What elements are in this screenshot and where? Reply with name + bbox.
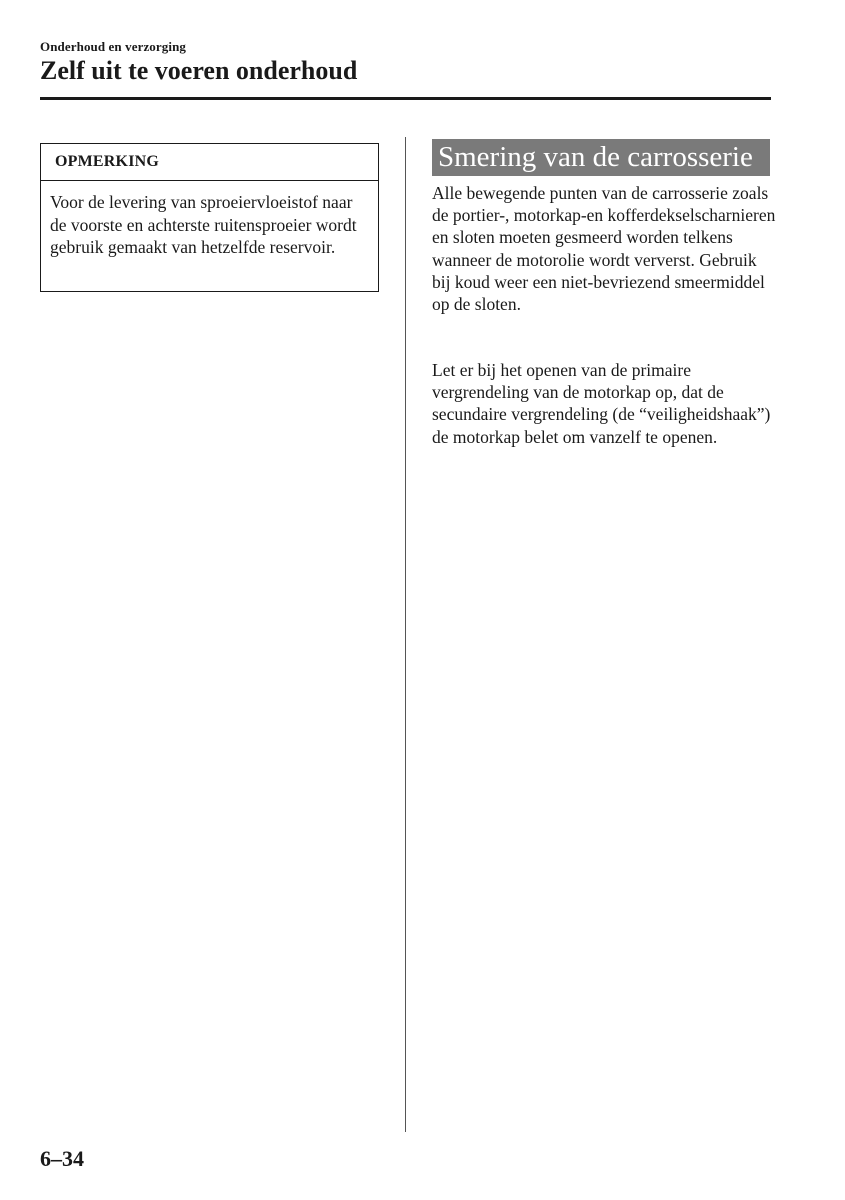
- note-body: Voor de levering van sproeiervloeistof naar de voorste en achterste ruitensproeier wordt gebruik gemaakt van hetzelfde reservoir.: [50, 192, 357, 257]
- body-paragraph-lubrication: Alle bewegende punten van de carrosserie zoals de portier-, motorkap-en kofferdekselscharnieren en sloten moeten gesmeerd worden telkens wanneer de motorolie wordt ververst. Gebruik bij koud weer een niet-bevriezend smeermiddel op de sloten.: [432, 183, 776, 315]
- section-label: Onderhoud en verzorging: [40, 39, 187, 54]
- page-title: Zelf uit te voeren onderhoud: [40, 56, 358, 85]
- page-number: 6–34: [40, 1146, 84, 1171]
- column-divider: [405, 137, 406, 1132]
- header-rule: [40, 97, 771, 100]
- note-box: [40, 143, 379, 292]
- section-heading: Smering van de carrosserie: [432, 139, 770, 176]
- body-paragraph-hood-latch: Let er bij het openen van de primaire vergrendeling van de motorkap op, dat de secundaire vergrendeling (de “veiligheidshaak”) de motorkap belet om vanzelf te openen.: [432, 360, 771, 447]
- note-heading: OPMERKING: [41, 144, 378, 181]
